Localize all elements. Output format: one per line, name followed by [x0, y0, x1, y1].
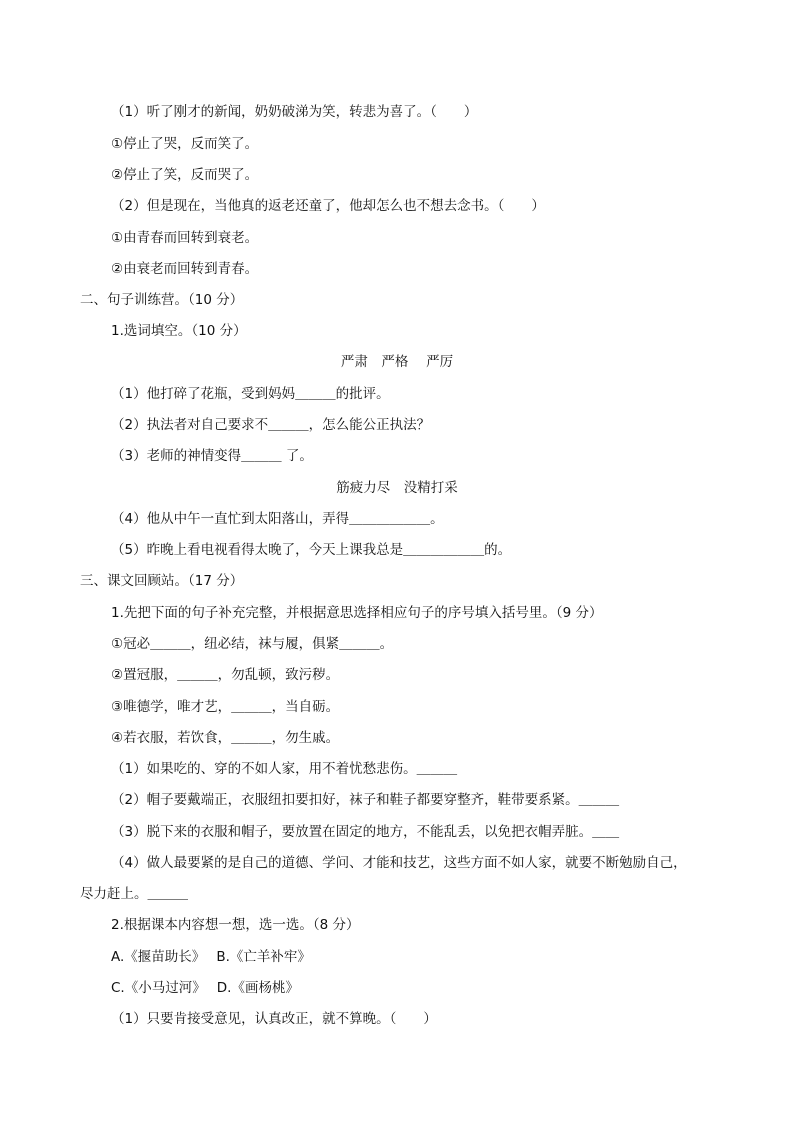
choices-cd: C.《小马过河》 D.《画杨桃》 — [111, 980, 299, 996]
q1-text: （1）听了刚才的新闻，奶奶破涕为笑，转悲为喜了。（ ） — [111, 104, 478, 120]
meaning-4-continued: 尽力赶上。＿＿＿ — [80, 886, 188, 902]
fill-1: （1）他打碎了花瓶，受到妈妈＿＿＿的批评。 — [111, 386, 390, 402]
word-bank-2: 筋疲力尽 没精打采 — [336, 480, 458, 496]
meaning-4: （4）做人最要紧的是自己的道德、学问、才能和技艺，这些方面不如人家，就要不断勉励自己， — [111, 855, 687, 871]
q1-option-2: ②停止了笑，反而哭了。 — [111, 167, 259, 183]
fill-3: （3）老师的神情变得＿＿＿ 了。 — [111, 448, 313, 464]
s3-q2-heading: 2.根据课本内容想一想，选一选。（8 分） — [111, 917, 360, 933]
fill-4: （4）他从中午一直忙到太阳落山，弄得＿＿＿＿＿＿。 — [111, 511, 444, 527]
q1-option-1: ①停止了哭，反而笑了。 — [111, 136, 259, 152]
meaning-2: （2）帽子要戴端正，衣服纽扣要扣好，袜子和鞋子都要穿整齐，鞋带要系紧。＿＿＿ — [111, 792, 620, 808]
q2-option-2: ②由衰老而回转到青春。 — [111, 261, 259, 277]
verse-2: ②置冠服，＿＿＿，勿乱顿，致污秽。 — [111, 667, 340, 683]
verse-4: ④若衣服，若饮食，＿＿＿，勿生戚。 — [111, 730, 340, 746]
verse-3: ③唯德学，唯才艺，＿＿＿，当自砺。 — [111, 699, 340, 715]
q2-option-1: ①由青春而回转到衰老。 — [111, 230, 259, 246]
meaning-1: （1）如果吃的、穿的不如人家，用不着忧愁悲伤。＿＿＿ — [111, 761, 458, 777]
verse-1: ①冠必＿＿＿，纽必结，袜与履，俱紧＿＿＿。 — [111, 636, 394, 652]
s2-q1-heading: 1.选词填空。（10 分） — [111, 323, 247, 339]
s3-q1-heading: 1.先把下面的句子补充完整，并根据意思选择相应句子的序号填入括号里。（9 分） — [111, 605, 603, 621]
section-2-heading: 二、句子训练营。（10 分） — [80, 292, 244, 308]
q2-text: （2）但是现在，当他真的返老还童了，他却怎么也不想去念书。（ ） — [111, 198, 545, 214]
choices-ab: A.《揠苗助长》 B.《亡羊补牢》 — [111, 949, 311, 965]
fill-2: （2）执法者对自己要求不＿＿＿，怎么能公正执法？ — [111, 417, 431, 433]
section-3-heading: 三、课文回顾站。（17 分） — [80, 573, 244, 589]
meaning-3: （3）脱下来的衣服和帽子，要放置在固定的地方，不能乱丢，以免把衣帽弄脏。＿＿ — [111, 824, 620, 840]
s3-q2-item-1: （1）只要肯接受意见，认真改正，就不算晚。（ ） — [111, 1011, 437, 1027]
fill-5: （5）昨晚上看电视看得太晚了，今天上课我总是＿＿＿＿＿＿的。 — [111, 542, 512, 558]
word-bank-1: 严肃 严格 严厉 — [340, 354, 454, 370]
